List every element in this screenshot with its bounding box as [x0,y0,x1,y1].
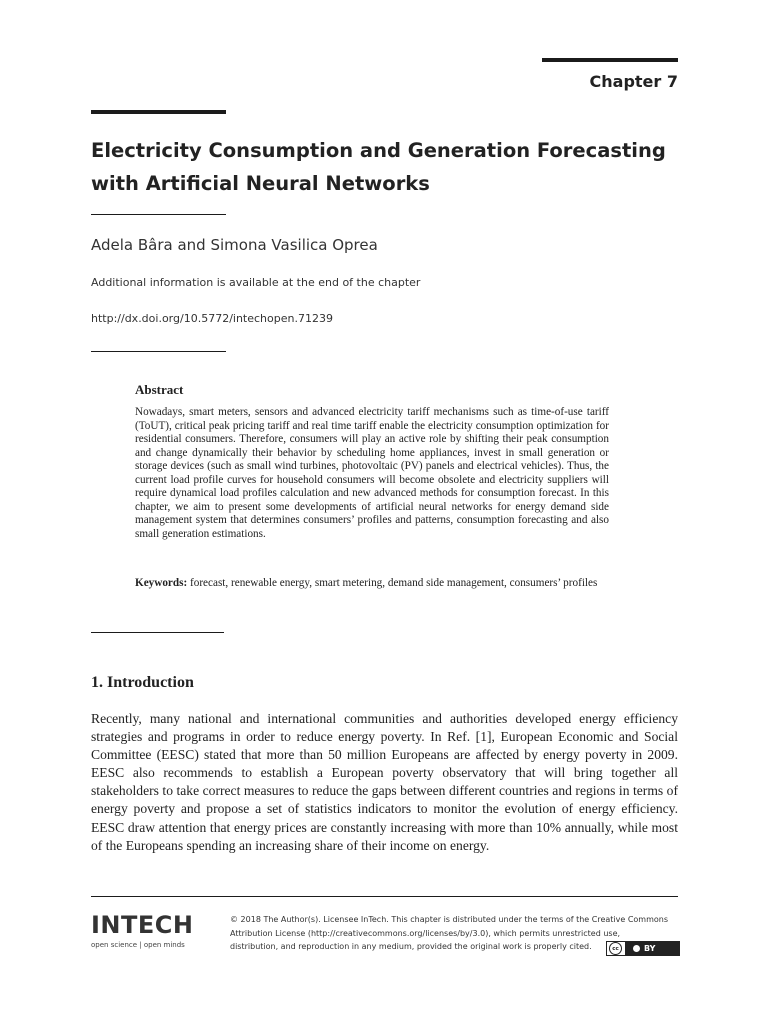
introduction-body: Recently, many national and international communities and authorities developed energy efficiency strategies and programs in order to reduce energy poverty. In Ref. [1], European Economic and Social Committee (EESC) stated that more than 50 million Europeans are affected by energy poverty in 2009. EESC also recommends to establish a European poverty observatory that will bring together all stakeholders to take correct measures to reduce the gaps between different countries and regions in terms of energy poverty and propose a set of statistics indicators to monitor the evolution of energy efficiency. EESC draw attention that energy prices are constantly increasing with more than 10% annually, while most of the Europeans spending an increasing share of their income on energy. [91,711,678,853]
license-line-2: Attribution License (http://creativecommons.org/licenses/by/3.0), which permits unrestricted use, [230,928,621,938]
cc-by-label [625,942,679,955]
chapter-title-line-2: with Artificial Neural Networks [91,172,430,195]
intech-tagline: open science | open minds [91,941,185,949]
abstract-body: Nowadays, smart meters, sensors and advanced electricity tariff mechanisms such as time-of-use tariff (ToUT), critical peak pricing tariff and real time tariff enable the electricity consumption optimization for residential consumers. Therefore, consumers will play an active role by shifting their peak consumption and change dynamically their behavior by scheduling home appliances, invest in small generation or storage devices (such as small wind turbines, photovoltaic (PV) panels and electrical vehicles). Thus, the current load profile curves for household consumers will become obsolete and electricity suppliers will require dynamical load profiles calculation and new advanced methods for consumption forecast. In this chapter, we aim to present some developments of artificial neural networks for energy demand side management system that determines consumers’ profiles and patterns, consumption forecasting and also small generation estimations. [135,406,609,540]
cc-by-badge[interactable] [606,941,680,956]
doi-divider [91,351,226,352]
attribution-person-icon [633,945,640,952]
chapter-title-line-1: Electricity Consumption and Generation Forecasting [91,139,666,162]
doi-link[interactable]: http://dx.doi.org/10.5772/intechopen.71239 [91,312,333,325]
keywords-label: Keywords: [135,577,188,589]
authors-divider [91,214,226,215]
abstract-divider [91,632,224,633]
creative-commons-icon: cc [609,942,622,955]
introduction-heading: 1. Introduction [91,674,194,691]
footer-rule [91,896,678,897]
intech-logo: INTECH [91,911,194,939]
license-line-1: © 2018 The Author(s). Licensee InTech. This chapter is distributed under the terms of the Creative Commons [230,915,669,924]
chapter-title [91,134,691,200]
additional-info-note: Additional information is available at the end of the chapter [91,276,421,289]
authors: Adela Bâra and Simona Vasilica Oprea [91,236,378,254]
chapter-rule [542,58,678,62]
keywords [135,577,609,591]
cc-by-text: BY [644,944,656,953]
chapter-label: Chapter 7 [589,72,678,91]
title-rule [91,110,226,114]
abstract-heading: Abstract [135,382,184,397]
license-line-3: distribution, and reproduction in any medium, provided the original work is properly cited. [230,942,592,951]
keywords-text: forecast, renewable energy, smart metering, demand side management, consumers’ profiles [190,577,598,589]
